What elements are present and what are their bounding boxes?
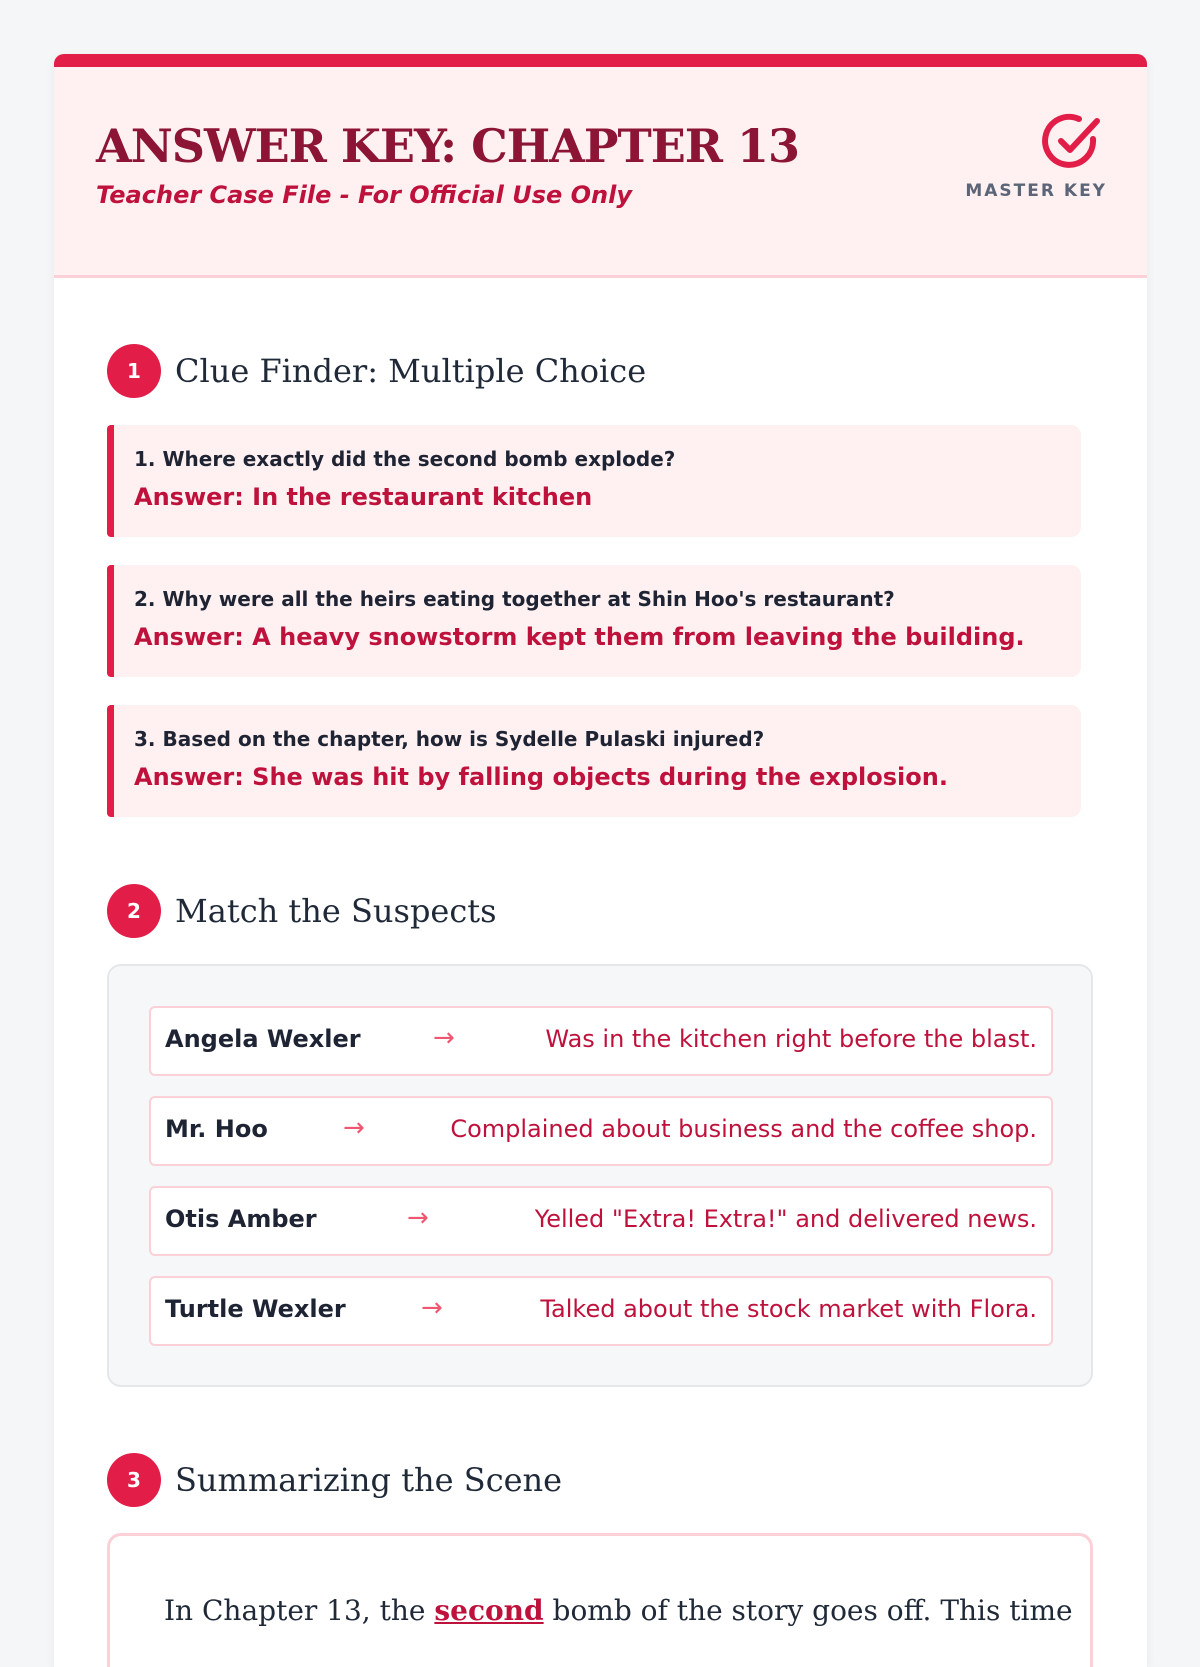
match-row [149, 1186, 1053, 1256]
question-card-3 [107, 705, 1081, 817]
match-row [149, 1276, 1053, 1346]
header [54, 67, 1147, 278]
suspect-clue: Complained about business and the coffee shop. [450, 1115, 1037, 1143]
section-title: Summarizing the Scene [175, 1461, 563, 1499]
section-title: Clue Finder: Multiple Choice [175, 352, 647, 390]
question-text: 1. Where exactly did the second bomb explode? [134, 447, 676, 471]
badge-label: MASTER KEY [965, 181, 1107, 201]
master-key-badge [957, 109, 1107, 201]
summary-lead: In Chapter 13, the [164, 1594, 435, 1627]
section-heading-3 [107, 1453, 562, 1507]
summary-box [107, 1533, 1093, 1667]
question-answer: Answer: A heavy snowstorm kept them from leaving the building. [134, 623, 1025, 651]
summary-text [164, 1594, 1073, 1627]
suspect-clue: Talked about the stock market with Flora. [540, 1295, 1037, 1323]
section-number: 3 [107, 1453, 161, 1507]
suspect-clue: Was in the kitchen right before the blast. [545, 1025, 1037, 1053]
suspect-clue: Yelled "Extra! Extra!" and delivered news. [534, 1205, 1037, 1233]
suspect-match-panel [107, 964, 1093, 1387]
arrow-right-icon: → [407, 1203, 429, 1233]
page-subtitle: Teacher Case File - For Official Use Only [96, 181, 632, 209]
match-row [149, 1006, 1053, 1076]
arrow-right-icon: → [421, 1293, 443, 1323]
suspect-name: Angela Wexler [165, 1025, 361, 1053]
section-heading-2 [107, 884, 497, 938]
suspect-name: Mr. Hoo [165, 1115, 268, 1143]
suspect-name: Turtle Wexler [165, 1295, 346, 1323]
question-card-1 [107, 425, 1081, 537]
page-title: ANSWER KEY: CHAPTER 13 [96, 119, 800, 173]
section-title: Match the Suspects [175, 892, 497, 930]
check-circle-icon [1039, 109, 1103, 173]
arrow-right-icon: → [433, 1023, 455, 1053]
question-text: 3. Based on the chapter, how is Sydelle Pulaski injured? [134, 727, 765, 751]
question-answer: Answer: In the restaurant kitchen [134, 483, 593, 511]
question-card-2 [107, 565, 1081, 677]
arrow-right-icon: → [343, 1113, 365, 1143]
section-number: 2 [107, 884, 161, 938]
suspect-name: Otis Amber [165, 1205, 317, 1233]
question-text: 2. Why were all the heirs eating together at Shin Hoo's restaurant? [134, 587, 895, 611]
summary-rest: bomb of the story goes off. This time [543, 1594, 1073, 1627]
section-number: 1 [107, 344, 161, 398]
question-answer: Answer: She was hit by falling objects during the explosion. [134, 763, 948, 791]
match-row [149, 1096, 1053, 1166]
answer-key-card [54, 54, 1147, 1667]
summary-highlight: second [434, 1594, 544, 1627]
section-heading-1 [107, 344, 646, 398]
